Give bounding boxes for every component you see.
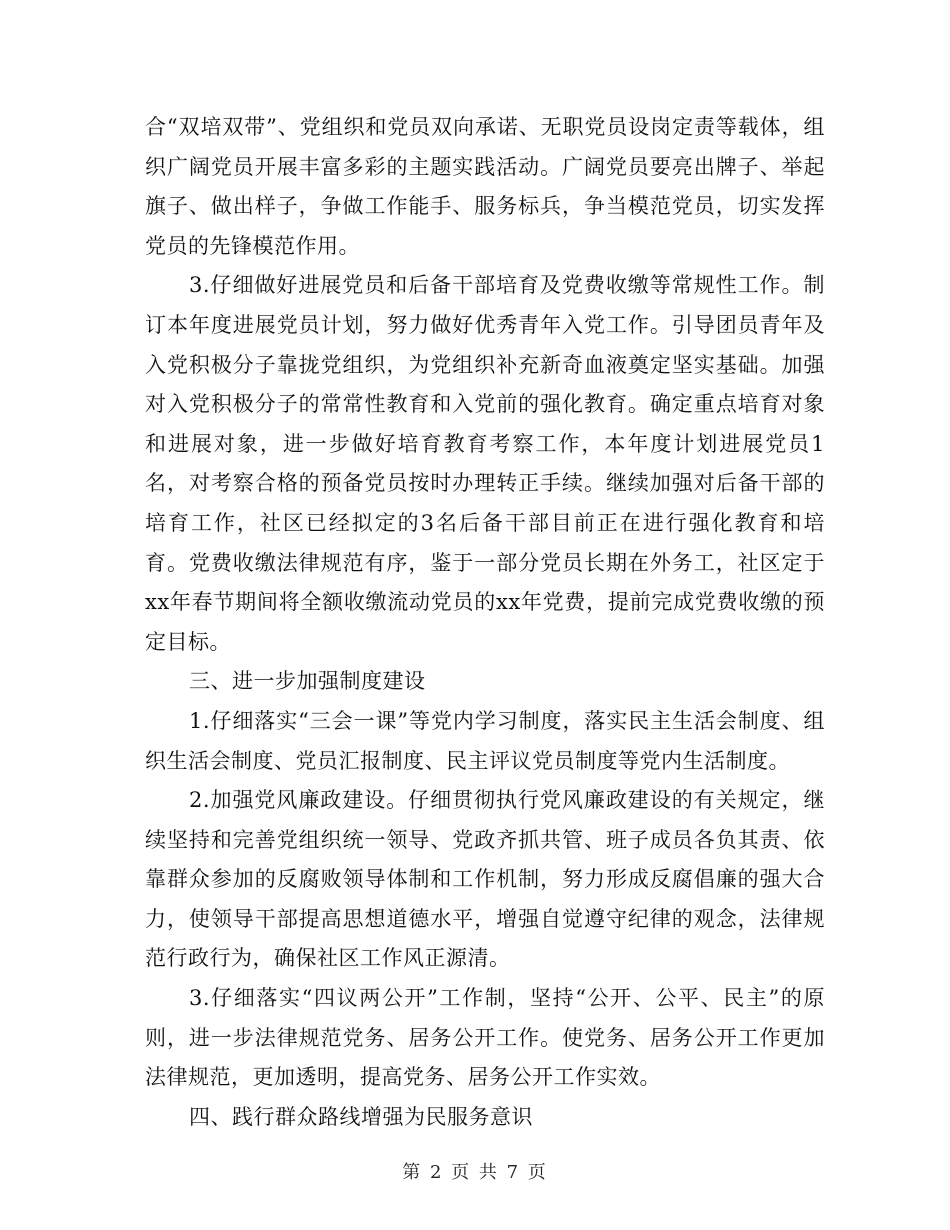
- paragraph-item-1-study-system: 1.仔细落实“三会一课”等党内学习制度，落实民主生活会制度、组织生活会制度、党员汇报制度、民主评议党员制度等党内生活制度。: [145, 708, 825, 773]
- document-body: [145, 108, 825, 1137]
- paragraph-item-2-clean-government: 2.加强党风廉政建设。仔细贯彻执行党风廉政建设的有关规定，继续坚持和完善党组织统一领导、党政齐抓共管、班子成员各负其责、依靠群众参加的反腐败领导体制和工作机制，努力形成反腐倡廉的强大合力，使领导干部提高思想道德水平，增强自觉遵守纪律的观念，法律规范行政行为，确保社区工作风正源清。: [145, 788, 825, 971]
- page-footer: 第 2 页 共 7 页: [402, 1162, 548, 1183]
- paragraph-item-3-four-discussions: 3.仔细落实“四议两公开”工作制，坚持“公开、公平、民主”的原则，进一步法律规范党务、居务公开工作。使党务、居务公开工作更加法律规范，更加透明，提高党务、居务公开工作实效。: [145, 986, 825, 1090]
- section-heading-system-building: 三、进一步加强制度建设: [189, 669, 426, 694]
- paragraph-continuation: 合“双培双带”、党组织和党员双向承诺、无职党员设岗定责等载体，组织广阔党员开展丰富多彩的主题实践活动。广阔党员要亮出牌子、举起旗子、做出样子，争做工作能手、服务标兵，争当模范党员，切实发挥党员的先锋模范作用。: [145, 115, 825, 258]
- section-heading-mass-line: 四、践行群众路线增强为民服务意识: [189, 1104, 533, 1129]
- paragraph-item-3-party-member-development: 3.仔细做好进展党员和后备干部培育及党费收缴等常规性工作。制订本年度进展党员计划，努力做好优秀青年入党工作。引导团员青年及入党积极分子靠拢党组织，为党组织补充新奇血液奠定坚实基础。加强对入党积极分子的常常性教育和入党前的强化教育。确定重点培育对象和进展对象，进一步做好培育教育考察工作，本年度计划进展党员1名，对考察合格的预备党员按时办理转正手续。继续加强对后备干部的培育工作，社区已经拟定的3名后备干部目前正在进行强化教育和培育。党费收缴法律规范有序，鉴于一部分党员长期在外务工，社区定于xx年春节期间将全额收缴流动党员的xx年党费，提前完成党费收缴的预定目标。: [145, 273, 825, 654]
